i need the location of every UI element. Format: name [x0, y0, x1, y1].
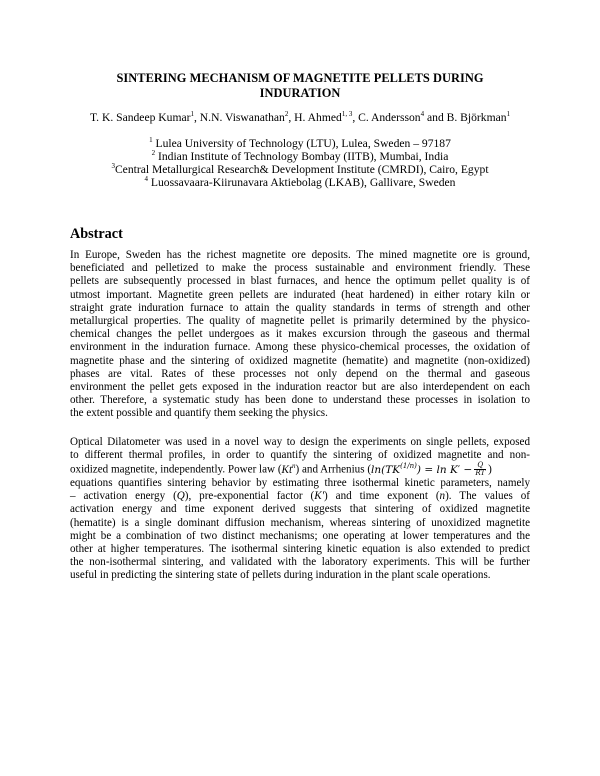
math-symbol: K' [314, 490, 325, 503]
text-segment: ) and time exponent ( [324, 490, 440, 503]
affiliation-text: Lulea University of Technology (LTU), Lulea, Sweden – 97187 [152, 137, 451, 150]
math-symbol: = ln K′ − [421, 463, 473, 476]
author-name: H. Ahmed [294, 111, 342, 124]
text-line: (hematite) is a single dominant diffusion mechanism, whereas sintering of unoxidized magnetite [70, 516, 530, 529]
text-line: environment the pellet gets exposed in the induration reactor but are also interdependent on each [70, 380, 530, 393]
fraction-denominator: RT [475, 469, 486, 478]
text-segment: ). The values of [445, 490, 530, 503]
affiliation-text: Central Metallurgical Research& Development Institute (CMRDI), Cairo, Egypt [114, 163, 489, 176]
math-exponent: (1/n) [400, 461, 417, 470]
affiliation-mark: 1 [149, 136, 153, 144]
affiliation [80, 137, 520, 150]
text-line: to different thermal profiles, in order to quantify the sintering of oxidized magnetite and non- [70, 449, 530, 462]
arrhenius-equation [371, 461, 488, 478]
text-line: beneficiated and pelletized to make the process sustainable and environment friendly. These [70, 262, 530, 275]
abstract-heading: Abstract [70, 226, 123, 242]
text-line: pellets are subsequently processed in blast furnaces, and hence the optimum pellet quality is of [70, 275, 530, 288]
title-line-1: SINTERING MECHANISM OF MAGNETITE PELLETS DURING [116, 71, 484, 85]
math-symbol: ln [371, 463, 382, 476]
text-segment: ) [488, 463, 492, 476]
text-line [70, 490, 530, 503]
text-line: metallurgical properties. The quality of magnetite pellet is primarily determined by the physico- [70, 314, 530, 327]
author-list [60, 111, 540, 125]
affiliation [80, 176, 520, 189]
text-line: magnetite phase and the sintering of oxidized magnetite (hematite) and magnetite (non-oxidized) [70, 354, 530, 367]
text-segment: ) and Arrhenius ( [295, 463, 372, 476]
math-fraction [474, 462, 486, 477]
author-affiliation-mark: 2 [284, 110, 289, 118]
abstract-paragraph-2 [70, 436, 530, 582]
author-name: T. K. Sandeep Kumar [89, 111, 191, 124]
math-symbol: ( [381, 463, 386, 476]
author-separator: , [288, 111, 295, 124]
text-segment: ), pre-exponential factor ( [184, 490, 315, 503]
text-segment: oxidized magnetite, independently. Power law ( [70, 463, 282, 476]
author-affiliation-mark: 4 [420, 110, 425, 118]
author-affiliation-mark: 1 [190, 110, 194, 118]
text-line: the extent possible and quantify them seeking the physics. [70, 407, 328, 420]
text-line: activation energy and time exponent derived suggests that sintering of oxidized magnetite [70, 503, 530, 516]
text-line: other. Therefore, a systematic study has been done to understand these processes in isolation to [70, 394, 530, 407]
text-line: straight grate induration furnace to attain the quality standards in terms of strength and other [70, 301, 530, 314]
affiliation [80, 150, 520, 163]
math-symbol: Kt [281, 463, 293, 476]
abstract-paragraph-1 [70, 249, 530, 420]
text-segment: – activation energy ( [70, 490, 177, 503]
text-line: phases are vital. Rates of these processes not only depend on the thermal and gaseous [70, 367, 530, 380]
affiliation-mark: 3 [111, 162, 115, 170]
text-line: other at higher temperatures. The isothermal sintering kinetic equation is also extended to predict [70, 542, 530, 555]
math-symbol: n [439, 490, 446, 503]
affiliation-mark: 2 [151, 149, 156, 157]
author-separator: , [194, 111, 200, 124]
text-line: In Europe, Sweden has the richest magnetite ore deposits. The mined magnetite ore is ground, [70, 249, 530, 261]
affiliation-mark: 4 [144, 175, 149, 183]
author-affiliation-mark: 1 [506, 110, 511, 118]
math-symbol: Q [176, 490, 185, 503]
affiliation-list [80, 137, 520, 189]
title-line-2: INDURATION [259, 86, 341, 100]
equation-line [70, 462, 530, 477]
fraction-numerator: Q [474, 462, 486, 470]
text-line: utmost important. Magnetite green pellets are indurated (heat hardened) in either rotary kiln or [70, 288, 530, 301]
author-affiliation-mark: 1, 3 [341, 110, 353, 118]
math-exponent: n [292, 461, 296, 470]
math-symbol: ) [416, 463, 422, 476]
text-line: Optical Dilatometer was used in a novel way to design the experiments on single pellets, exposed [70, 436, 530, 448]
author-separator: , [352, 111, 359, 124]
author-and: and [424, 111, 447, 124]
text-line: the non-isothermal sintering, and validated with the laboratory experiments. This will be further [70, 556, 530, 569]
text-line: useful in predicting the sintering state of pellets during induration in the plant scale operations. [70, 569, 491, 582]
text-line: chemical changes the pellet undergoes as it makes excursion through the gaseous and thermal [70, 328, 530, 341]
text-line: equations quantifies sintering behavior by estimating three isothermal kinetic parameters, namely [70, 476, 530, 489]
author-name: N.N. Viswanathan [199, 111, 285, 124]
math-symbol: TK [385, 463, 401, 476]
text-line: environment in the induration furnace. Among these physico-chemical processes, the oxidation of [70, 341, 530, 354]
power-law-formula [281, 461, 296, 476]
text-line: might be a combination of two distinct mechanisms; one operating at lower temperatures and the [70, 529, 530, 542]
author-name: B. Björkman [446, 111, 507, 124]
paper-title [70, 71, 530, 101]
affiliation-text: Indian Institute of Technology Bombay (IITB), Mumbai, India [155, 150, 449, 163]
author-name: C. Andersson [358, 111, 421, 124]
affiliation-text: Luossavaara-Kiirunavara Aktiebolag (LKAB), Gallivare, Sweden [148, 176, 456, 189]
